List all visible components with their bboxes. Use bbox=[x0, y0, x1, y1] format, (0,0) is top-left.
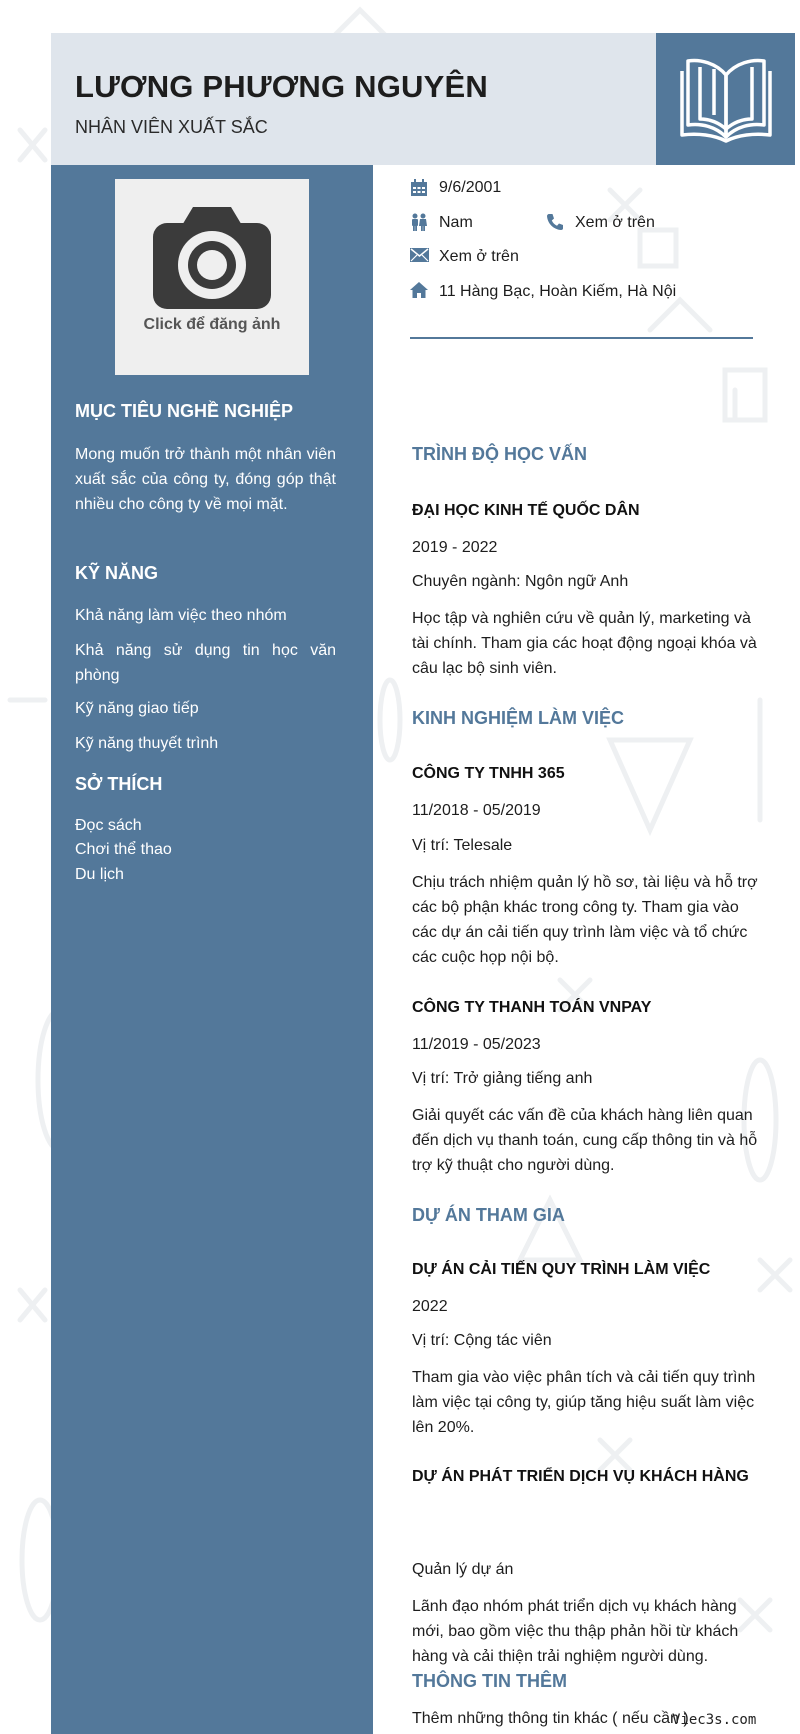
project-description[interactable]: Tham gia vào việc phân tích và cải tiến quy trình làm việc tại công ty, giúp tăng hiệu suất làm việc lên 20%. bbox=[412, 1369, 756, 1436]
gender-value[interactable]: Nam bbox=[439, 214, 473, 231]
job-description[interactable]: Giải quyết các vấn đề của khách hàng liên quan đến dịch vụ thanh toán, cung cấp thông tin và hỗ trợ kỹ thuật cho người dùng. bbox=[412, 1107, 758, 1174]
contact-divider bbox=[410, 337, 753, 339]
job-period[interactable]: 11/2019 - 05/2023 bbox=[412, 1036, 541, 1053]
project-name[interactable]: DỰ ÁN PHÁT TRIỂN DỊCH VỤ KHÁCH HÀNG bbox=[412, 1468, 749, 1485]
main-content bbox=[373, 165, 795, 1734]
education-description[interactable]: Học tập và nghiên cứu về quản lý, marketing và tài chính. Tham gia các hoạt động ngoại khóa và câu lạc bộ sinh viên. bbox=[412, 610, 757, 677]
camera-icon bbox=[153, 207, 271, 309]
hobby-item[interactable]: Du lịch bbox=[75, 866, 124, 883]
extra-text[interactable]: Thêm những thông tin khác ( nếu cần ) bbox=[412, 1710, 689, 1727]
gender-icon bbox=[410, 213, 428, 231]
photo-upload[interactable] bbox=[115, 179, 309, 375]
job-position[interactable]: Vị trí: Trở giảng tiếng anh bbox=[412, 1070, 593, 1087]
job-description[interactable]: Chịu trách nhiệm quản lý hồ sơ, tài liệu và hỗ trợ các bộ phận khác trong công ty. Tham gia vào các dự án cải tiến quy trình làm việc và tổ chức các cuộc họp nội bộ. bbox=[412, 874, 758, 966]
skill-item[interactable]: Kỹ năng giao tiếp bbox=[75, 700, 199, 717]
calendar-icon bbox=[410, 179, 428, 197]
project-description[interactable]: Lãnh đạo nhóm phát triển dịch vụ khách hàng mới, bao gồm việc thu thập phản hồi từ khách hàng và cải thiện trải nghiệm người dùng. bbox=[412, 1598, 739, 1665]
project-role[interactable]: Quản lý dự án bbox=[412, 1561, 514, 1578]
hobby-item[interactable]: Chơi thể thao bbox=[75, 841, 172, 858]
phone-value[interactable]: Xem ở trên bbox=[575, 214, 655, 231]
header-logo bbox=[656, 33, 795, 165]
project-role[interactable]: Vị trí: Cộng tác viên bbox=[412, 1332, 552, 1349]
cv-page bbox=[51, 33, 795, 1734]
phone-icon bbox=[546, 213, 564, 231]
job-period[interactable]: 11/2018 - 05/2019 bbox=[412, 802, 541, 819]
experience-heading[interactable]: KINH NGHIỆM LÀM VIỆC bbox=[412, 708, 625, 728]
job-company[interactable]: CÔNG TY THANH TOÁN VNPAY bbox=[412, 999, 652, 1016]
candidate-title[interactable]: NHÂN VIÊN XUẤT SẮC bbox=[75, 117, 268, 137]
education-heading[interactable]: TRÌNH ĐỘ HỌC VẤN bbox=[412, 444, 587, 464]
education-major[interactable]: Chuyên ngành: Ngôn ngữ Anh bbox=[412, 573, 629, 590]
job-company[interactable]: CÔNG TY TNHH 365 bbox=[412, 765, 565, 782]
education-period[interactable]: 2019 - 2022 bbox=[412, 539, 498, 556]
email-icon bbox=[410, 248, 429, 262]
objective-text[interactable]: Mong muốn trở thành một nhân viên xuất sắc của công ty, đóng góp thật nhiều cho công ty về mọi mặt. bbox=[75, 446, 336, 513]
birthday-value[interactable]: 9/6/2001 bbox=[439, 179, 502, 196]
site-watermark: Viec3s.com bbox=[672, 1712, 757, 1728]
project-year[interactable]: 2022 bbox=[412, 1298, 448, 1315]
objective-heading[interactable]: MỤC TIÊU NGHỀ NGHIỆP bbox=[75, 401, 294, 421]
open-book-icon bbox=[678, 53, 774, 145]
extra-heading[interactable]: THÔNG TIN THÊM bbox=[412, 1671, 567, 1691]
home-icon bbox=[410, 282, 428, 298]
skill-item[interactable]: Kỹ năng thuyết trình bbox=[75, 735, 219, 752]
job-position[interactable]: Vị trí: Telesale bbox=[412, 837, 513, 854]
hobby-item[interactable]: Đọc sách bbox=[75, 817, 142, 834]
left-sidebar bbox=[51, 165, 373, 1734]
school-name[interactable]: ĐẠI HỌC KINH TẾ QUỐC DÂN bbox=[412, 502, 640, 519]
cv-header bbox=[51, 33, 795, 165]
projects-heading[interactable]: DỰ ÁN THAM GIA bbox=[412, 1205, 565, 1225]
skill-item[interactable]: Khả năng sử dụng tin học văn phòng bbox=[75, 642, 336, 684]
candidate-name[interactable]: LƯƠNG PHƯƠNG NGUYÊN bbox=[75, 69, 488, 104]
address-value[interactable]: 11 Hàng Bạc, Hoàn Kiếm, Hà Nội bbox=[439, 283, 677, 300]
email-value[interactable]: Xem ở trên bbox=[439, 248, 519, 265]
skill-item[interactable]: Khả năng làm việc theo nhóm bbox=[75, 607, 287, 624]
photo-caption: Click để đăng ảnh bbox=[143, 316, 281, 333]
project-name[interactable]: DỰ ÁN CẢI TIẾN QUY TRÌNH LÀM VIỆC bbox=[412, 1261, 711, 1278]
hobbies-heading[interactable]: SỞ THÍCH bbox=[75, 774, 163, 794]
skills-heading[interactable]: KỸ NĂNG bbox=[75, 563, 159, 583]
